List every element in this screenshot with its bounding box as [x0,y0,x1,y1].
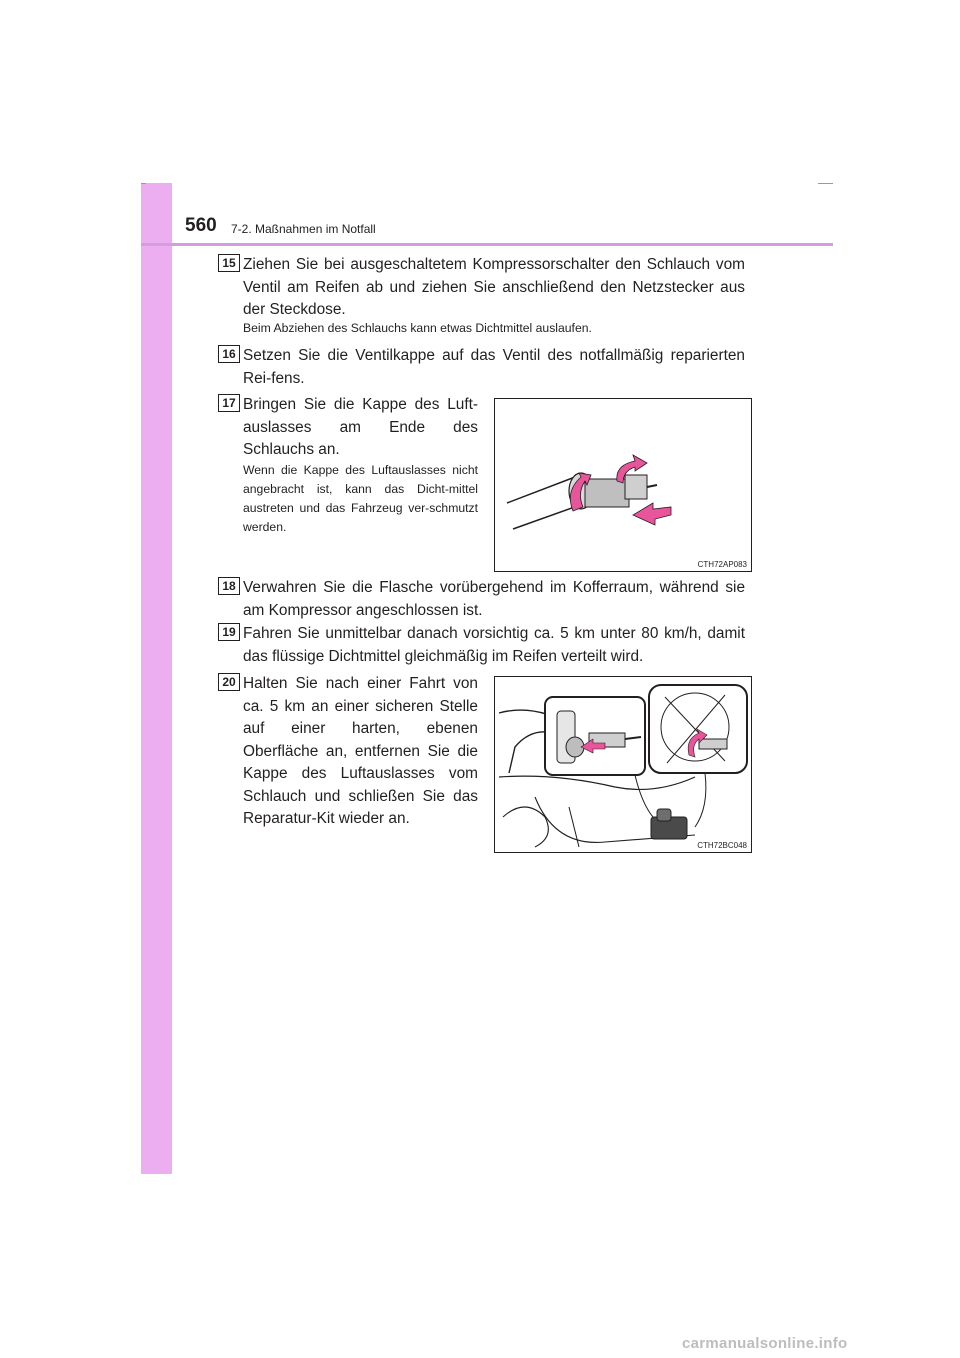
watermark: carmanualsonline.info [682,1335,848,1352]
step-note: Beim Abziehen des Schlauchs kann etwas Dichtmittel auslaufen. [243,321,592,335]
crop-mark-right [818,183,833,184]
figure-code: CTH72AP083 [697,560,747,569]
hose-cap-drawing [495,399,751,571]
header-rule [141,243,833,246]
step-number-badge: 15 [218,254,240,272]
page-number: 560 [185,215,217,236]
section-title: 7-2. Maßnahmen im Notfall [231,222,376,236]
step-number-badge: 20 [218,673,240,691]
chapter-sidebar-tab [141,183,172,1174]
step-number-badge: 17 [218,394,240,412]
step-instruction: Halten Sie nach einer Fahrt von ca. 5 km an einer sicheren Stelle auf einer harten, ebenen Oberfläche an, entfernen Sie die Kappe des Luftauslasses vom Schlauch und schließen Sie das Reparatur-Kit wieder an. [243,675,478,827]
step-instruction: Ziehen Sie bei ausgeschaltetem Kompressorschalter den Schlauch vom Ventil am Reifen ab und ziehen Sie anschließend den Netzstecker aus der Steckdose. [243,256,745,318]
hose-cap-illustration [494,398,752,572]
step-number-badge: 18 [218,577,240,595]
step-instruction: Setzen Sie die Ventilkappe auf das Ventil des notfallmäßig reparierten Rei-fens. [243,347,745,387]
step-number-badge: 19 [218,623,240,641]
repair-kit-drawing [495,677,751,852]
step-instruction: Fahren Sie unmittelbar danach vorsichtig ca. 5 km unter 80 km/h, damit das flüssige Dichtmittel gleichmäßig im Reifen verteilt wird. [243,625,745,665]
step-instruction: Verwahren Sie die Flasche vorübergehend im Kofferraum, während sie am Kompressor angeschlossen ist. [243,579,745,619]
step-instruction: Bringen Sie die Kappe des Luft-auslasses am Ende des Schlauchs an. [243,396,478,458]
figure-code: CTH72BC048 [697,841,747,850]
step-number-badge: 16 [218,345,240,363]
crop-mark-left [141,183,146,184]
repair-kit-reconnect-illustration [494,676,752,853]
step-note: Wenn die Kappe des Luftauslasses nicht angebracht ist, kann das Dicht-mittel austreten und das Fahrzeug ver-schmutzt werden. [243,463,478,534]
